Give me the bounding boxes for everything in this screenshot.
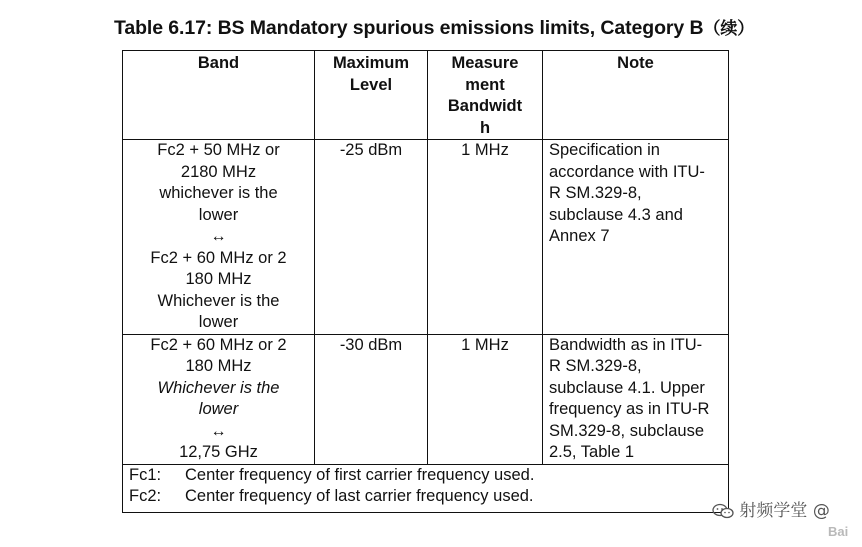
note-line: accordance with ITU- (549, 162, 705, 181)
spurious-emissions-table (122, 50, 729, 513)
band-line: 12,75 GHz (179, 443, 258, 461)
note-line: R SM.329-8, (549, 357, 642, 375)
footnotes-cell (123, 464, 729, 512)
bandwidth-cell: 1 MHz (428, 334, 543, 464)
header-note: Note (543, 51, 729, 140)
watermark-suffix: @ (812, 501, 830, 521)
table-title-text: Table 6.17: BS Mandatory spurious emissions limits, Category B (114, 17, 704, 39)
note-cell (543, 334, 729, 464)
band-line: Fc2 + 50 MHz or (157, 141, 280, 159)
header-max-level (315, 51, 428, 140)
note-line: R SM.329-8, (549, 184, 642, 202)
table-row (123, 140, 729, 335)
footnote-text: Center frequency of first carrier frequency used. (185, 465, 535, 484)
band-line: 180 MHz (185, 357, 252, 375)
range-arrow-icon: ↔ (210, 422, 227, 440)
bandwidth-cell: 1 MHz (428, 140, 543, 335)
note-cell (543, 140, 729, 335)
footnote (129, 486, 728, 508)
table-row (123, 334, 729, 464)
band-line: lower (198, 400, 239, 418)
footnote-key: Fc2: (129, 487, 162, 505)
band-line: 180 MHz (185, 270, 252, 288)
band-line: lower (198, 313, 239, 331)
note-line: Bandwidth as in ITU- (549, 335, 703, 354)
band-line: Fc2 + 60 MHz or 2 (150, 335, 287, 354)
header-line: Bandwidt (447, 97, 523, 115)
band-line: Whichever is the (157, 378, 280, 397)
header-line: Level (349, 75, 393, 94)
band-line: Whichever is the (157, 291, 280, 310)
range-arrow-icon: ↔ (210, 228, 227, 245)
band-cell (123, 334, 315, 464)
header-line: Maximum (332, 54, 410, 72)
note-line: Specification in (549, 141, 660, 159)
header-band: Band (123, 51, 315, 140)
band-line: lower (198, 205, 239, 224)
note-line: subclause 4.3 and (549, 205, 683, 224)
max-level-cell: -25 dBm (315, 140, 428, 335)
note-line: SM.329-8, subclause (549, 421, 705, 440)
watermark (712, 496, 830, 521)
note-line: subclause 4.1. Upper (549, 378, 705, 397)
footnote-row (123, 464, 729, 512)
footnote (129, 465, 728, 487)
watermark-text: 射频学堂 (739, 501, 808, 521)
band-cell (123, 140, 315, 335)
footnote-key: Fc1: (129, 465, 162, 484)
header-row (123, 51, 729, 140)
header-line: h (479, 118, 491, 137)
baidu-logo: Bai (828, 524, 849, 539)
table-title-suffix: （续） (703, 19, 755, 39)
wechat-icon (712, 503, 734, 519)
max-level-cell: -30 dBm (315, 334, 428, 464)
header-measurement-bandwidth (428, 51, 543, 140)
table-title (114, 14, 754, 40)
band-line: 2180 MHz (180, 162, 257, 181)
note-line: 2.5, Table 1 (549, 443, 635, 461)
band-line: whichever is the (159, 184, 278, 202)
note-line: Annex 7 (549, 227, 610, 245)
header-line: ment (465, 75, 505, 94)
footnote-text: Center frequency of last carrier frequency used. (185, 487, 534, 505)
header-line: Measure (451, 54, 519, 72)
band-line: Fc2 + 60 MHz or 2 (150, 248, 287, 267)
note-line: frequency as in ITU-R (549, 400, 710, 418)
